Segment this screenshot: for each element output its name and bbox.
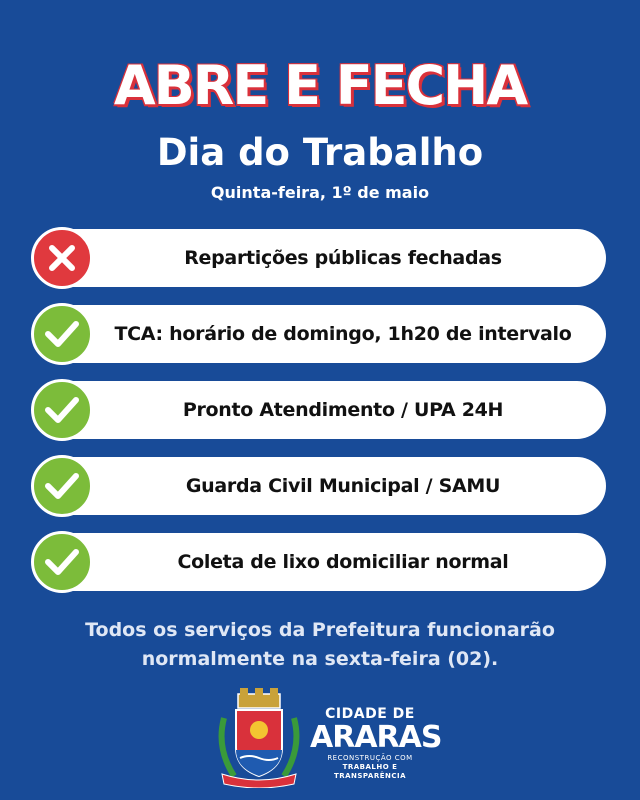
date-line: Quinta-feira, 1º de maio — [210, 183, 430, 202]
list-item-label: Guarda Civil Municipal / SAMU — [185, 475, 501, 497]
footer-line-2: normalmente na sexta-feira (02). — [141, 648, 499, 670]
coat-of-arms-logo — [214, 688, 304, 788]
list-item-tca — [40, 305, 606, 363]
footer-line-1: Todos os serviços da Prefeitura funcionarão — [85, 619, 555, 641]
brand-block — [310, 706, 442, 781]
brand-tagline-1: RECONSTRUÇÃO COM — [327, 754, 413, 762]
list-item-label: Pronto Atendimento / UPA 24H — [182, 399, 504, 421]
check-icon — [31, 303, 93, 365]
list-item-label: Repartições públicas fechadas — [184, 247, 502, 269]
check-icon — [31, 379, 93, 441]
page-title: ABRE E FECHA — [113, 54, 527, 117]
list-item-label: Coleta de lixo domiciliar normal — [177, 551, 509, 573]
list-item-closed-offices — [40, 229, 606, 287]
check-icon — [31, 455, 93, 517]
list-item-coleta — [40, 533, 606, 591]
brand-name: ARARAS — [310, 720, 442, 755]
list-item-label: TCA: horário de domingo, 1h20 de intervalo — [114, 323, 572, 345]
list-item-guarda — [40, 457, 606, 515]
x-icon — [31, 227, 93, 289]
brand-line-1: CIDADE DE — [325, 706, 415, 722]
check-icon — [31, 531, 93, 593]
brand-tagline-2: TRABALHO E TRANSPARÊNCIA — [333, 763, 407, 780]
page-subtitle: Dia do Trabalho — [156, 131, 484, 174]
list-item-upa — [40, 381, 606, 439]
footer-note — [0, 616, 640, 674]
